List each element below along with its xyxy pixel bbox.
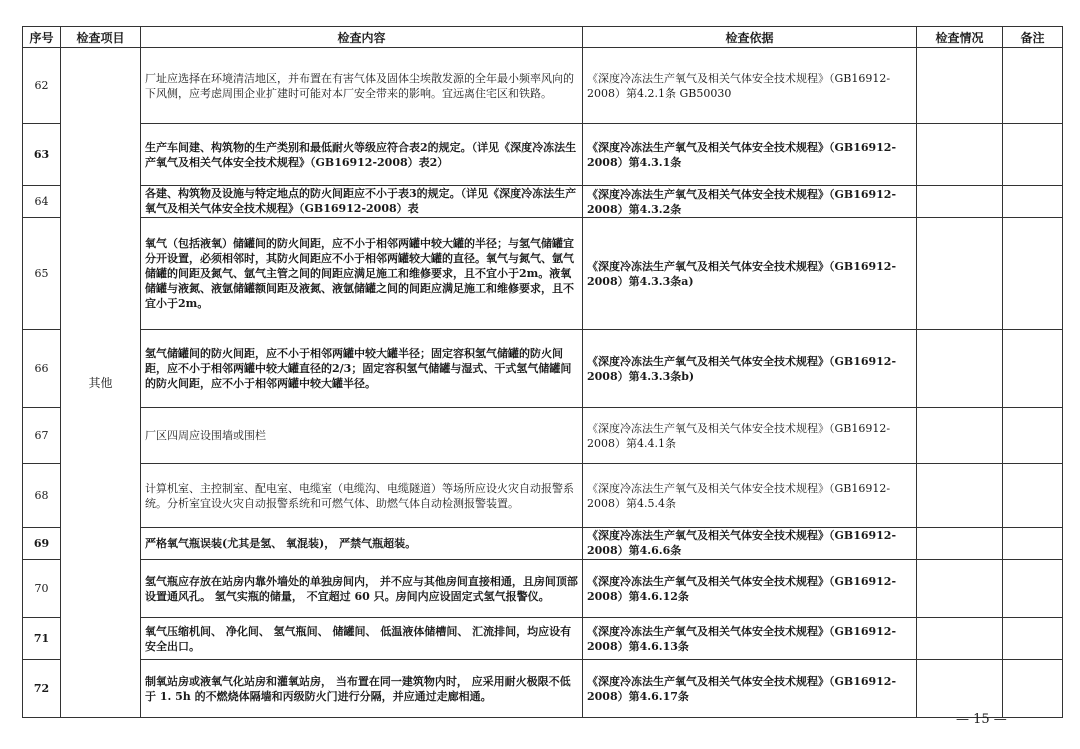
header-basis: 检查依据 xyxy=(583,27,917,48)
row-basis: 《深度冷冻法生产氧气及相关气体安全技术规程》（GB16912-2008）第4.6.13条 xyxy=(583,618,917,660)
row-remarks xyxy=(1003,528,1063,560)
header-row xyxy=(23,27,1063,48)
row-status xyxy=(917,618,1003,660)
row-content-text: 各建、构筑物及设施与特定地点的防火间距应不小于表3的规定。（详见《深度冷冻法生产氧气及相关气体安全技术规程》（GB16912-2008）表 xyxy=(145,187,577,215)
row-basis: 《深度冷冻法生产氧气及相关气体安全技术规程》（GB16912-2008）第4.6.12条 xyxy=(583,560,917,618)
row-content: 严格氧气瓶误装(尤其是氢、 氧混装)， 严禁气瓶超装。 xyxy=(141,528,583,560)
inspection-table xyxy=(22,26,1063,718)
row-status xyxy=(917,186,1003,218)
row-remarks xyxy=(1003,660,1063,718)
row-content: 氢气瓶应存放在站房内靠外墙处的单独房间内， 并不应与其他房间直接相通，且房间顶部设置通风孔。 氢气实瓶的储量， 不宜超过 60 只。房间内应设固定式氢气报警仪。 xyxy=(141,560,583,618)
row-content: 生产车间建、构筑物的生产类别和最低耐火等级应符合表2的规定。（详见《深度冷冻法生产氧气及相关气体安全技术规程》（GB16912-2008）表2） xyxy=(141,124,583,186)
table-row xyxy=(23,218,1063,330)
row-remarks xyxy=(1003,48,1063,124)
row-content: 氧气压缩机间、 净化间、 氢气瓶间、 储罐间、 低温液体储槽间、 汇流排间，均应设有安全出口。 xyxy=(141,618,583,660)
row-basis-text: 《深度冷冻法生产氧气及相关气体安全技术规程》（GB16912-2008）第4.6.6条 xyxy=(587,529,897,557)
row-remarks xyxy=(1003,560,1063,618)
row-index: 65 xyxy=(23,218,61,330)
row-index: 71 xyxy=(23,618,61,660)
row-index: 70 xyxy=(23,560,61,618)
table-row xyxy=(23,464,1063,528)
row-index: 72 xyxy=(23,660,61,718)
row-basis: 《深度冷冻法生产氧气及相关气体安全技术规程》（GB16912-2008）第4.3.3条a) xyxy=(583,218,917,330)
row-basis: 《深度冷冻法生产氧气及相关气体安全技术规程》（GB16912-2008）第4.6.17条 xyxy=(583,660,917,718)
row-index: 62 xyxy=(23,48,61,124)
row-basis: 《深度冷冻法生产氧气及相关气体安全技术规程》（GB16912-2008）第4.3.1条 xyxy=(583,124,917,186)
row-remarks xyxy=(1003,408,1063,464)
table-row xyxy=(23,528,1063,560)
row-content xyxy=(141,186,583,218)
row-content: 制氧站房或液氧气化站房和灌氧站房， 当布置在同一建筑物内时， 应采用耐火极限不低于 1. 5h 的不燃烧体隔墙和丙级防火门进行分隔，并应通过走廊相通。 xyxy=(141,660,583,718)
row-content: 氧气（包括液氧）储罐间的防火间距，应不小于相邻两罐中较大罐的半径；与氢气储罐宜分开设置，必须相邻时，其防火间距应不小于相邻两罐较大罐的直径。氧气与氮气、氩气储罐的间距及氮气、氩气主管之间的间距应满足施工和维修要求，且不宜小于2m。液氧储罐与液氮、液氩储罐额间距及液氮、液氩储罐之间的间距应满足施工和维修要求，且不宜小于2m。 xyxy=(141,218,583,330)
header-remarks: 备注 xyxy=(1003,27,1063,48)
row-status xyxy=(917,218,1003,330)
row-basis: 《深度冷冻法生产氧气及相关气体安全技术规程》（GB16912-2008）第4.5.4条 xyxy=(583,464,917,528)
table-row xyxy=(23,186,1063,218)
table-row xyxy=(23,660,1063,718)
row-basis: 《深度冷冻法生产氧气及相关气体安全技术规程》（GB16912-2008）第4.4.1条 xyxy=(583,408,917,464)
table-row xyxy=(23,618,1063,660)
row-remarks xyxy=(1003,186,1063,218)
row-index: 67 xyxy=(23,408,61,464)
page-number: — 15 — xyxy=(956,712,1007,727)
row-index: 66 xyxy=(23,330,61,408)
row-status xyxy=(917,528,1003,560)
row-remarks xyxy=(1003,618,1063,660)
row-status xyxy=(917,560,1003,618)
row-basis: 《深度冷冻法生产氧气及相关气体安全技术规程》（GB16912-2008）第4.3.2条 xyxy=(583,186,917,218)
row-basis: 《深度冷冻法生产氧气及相关气体安全技术规程》（GB16912-2008）第4.2.1条 GB50030 xyxy=(583,48,917,124)
item-category: 其他 xyxy=(61,48,141,718)
row-content: 厂址应选择在环境清洁地区，并布置在有害气体及固体尘埃散发源的全年最小频率风向的下风侧，应考虑周围企业扩建时可能对本厂安全带来的影响。宜远离住宅区和铁路。 xyxy=(141,48,583,124)
row-status xyxy=(917,660,1003,718)
row-remarks xyxy=(1003,124,1063,186)
row-remarks xyxy=(1003,330,1063,408)
row-remarks xyxy=(1003,218,1063,330)
row-status xyxy=(917,330,1003,408)
row-basis: 《深度冷冻法生产氧气及相关气体安全技术规程》（GB16912-2008）第4.3.3条b) xyxy=(583,330,917,408)
table-row xyxy=(23,48,1063,124)
row-index: 63 xyxy=(23,124,61,186)
row-basis xyxy=(583,528,917,560)
row-index: 64 xyxy=(23,186,61,218)
row-status xyxy=(917,124,1003,186)
row-content: 计算机室、主控制室、配电室、电缆室（电缆沟、电缆隧道）等场所应设火灾自动报警系统。分析室宜设火灾自动报警系统和可燃气体、助燃气体自动检测报警装置。 xyxy=(141,464,583,528)
row-content: 氢气储罐间的防火间距，应不小于相邻两罐中较大罐半径；固定容积氢气储罐的防火间距，应不小于相邻两罐中较大罐直径的2/3；固定容积氢气储罐与湿式、干式氢气储罐间的防火间距，应不小于相邻两罐中较大罐半径。 xyxy=(141,330,583,408)
table-row xyxy=(23,330,1063,408)
row-index: 68 xyxy=(23,464,61,528)
row-remarks xyxy=(1003,464,1063,528)
table-row xyxy=(23,560,1063,618)
table-row xyxy=(23,124,1063,186)
row-status xyxy=(917,408,1003,464)
row-status xyxy=(917,48,1003,124)
header-item: 检查项目 xyxy=(61,27,141,48)
table-row xyxy=(23,408,1063,464)
header-status: 检查情况 xyxy=(917,27,1003,48)
row-content: 厂区四周应设围墙或围栏 xyxy=(141,408,583,464)
header-content: 检查内容 xyxy=(141,27,583,48)
row-status xyxy=(917,464,1003,528)
header-index: 序号 xyxy=(23,27,61,48)
row-index: 69 xyxy=(23,528,61,560)
